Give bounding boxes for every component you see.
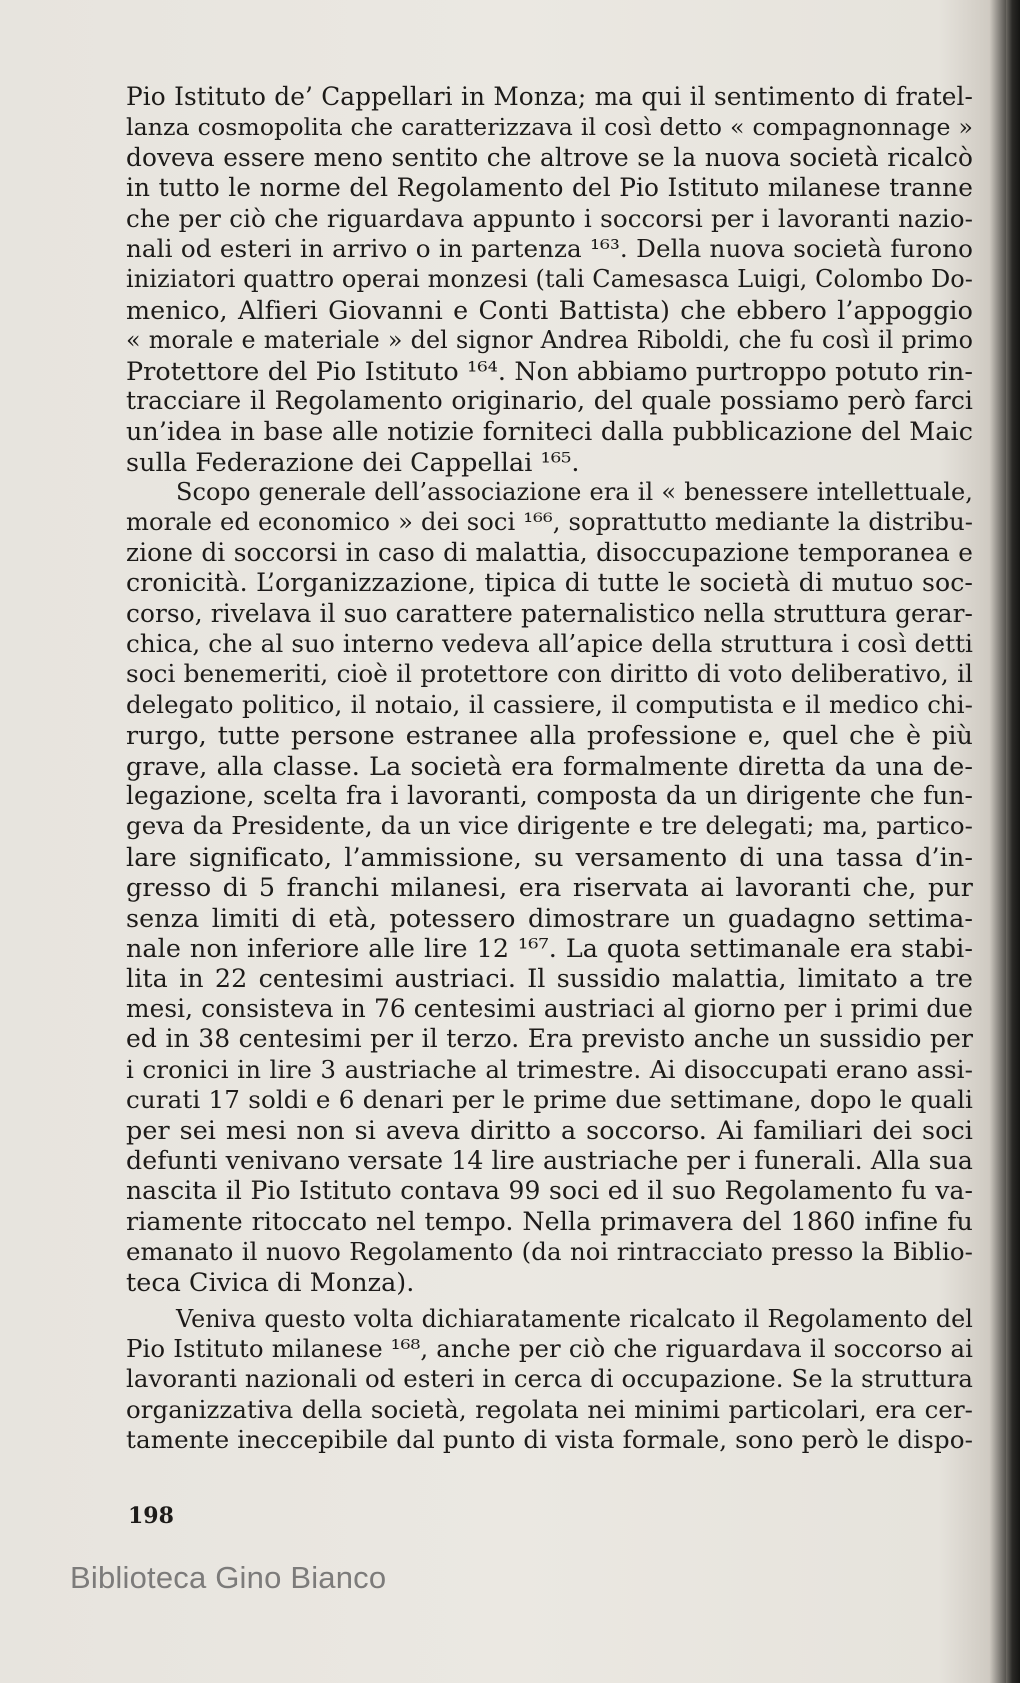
text-line: doveva essere meno sentito che altrove se la nuova società ricalcò (126, 142, 973, 172)
text-line: corso, rivelava il suo carattere paternalistico nella struttura gerar- (126, 598, 973, 628)
text-line: chica, che al suo interno vedeva all’apice della struttura i così detti (126, 629, 973, 659)
text-line: che per ciò che riguardava appunto i soccorsi per i lavoranti nazio- (126, 203, 973, 233)
text-line: per sei mesi non si aveva diritto a soccorso. Ai familiari dei soci (126, 1115, 973, 1146)
text-line: grave, alla classe. La società era formalmente diretta da una de- (126, 750, 973, 781)
text-line: Protettore del Pio Istituto ¹⁶⁴. Non abbiamo purtroppo potuto rin- (126, 355, 973, 386)
text-line: Pio Istituto milanese ¹⁶⁸, anche per ciò che riguardava il soccorso ai (126, 1334, 973, 1364)
text-line: lare significato, l’ammissione, su versamento di una tassa d’in- (126, 841, 973, 872)
text-line: menico, Alfieri Giovanni e Conti Battista) che ebbero l’appoggio (126, 294, 973, 325)
text-line: curati 17 soldi e 6 denari per le prime due settimane, dopo le quali (126, 1084, 973, 1114)
text-line: un’idea in base alle notizie forniteci dalla pubblicazione del Maic (126, 416, 973, 447)
text-line: soci benemeriti, cioè il protettore con diritto di voto deliberativo, il (126, 659, 973, 689)
text-line: nali od esteri in arrivo o in partenza ¹⁶³. Della nuova società furono (126, 233, 973, 263)
text-line: rurgo, tutte persone estranee alla professione e, quel che è più (126, 720, 973, 751)
text-line: iniziatori quattro operai monzesi (tali Camesasca Luigi, Colombo Do- (126, 265, 973, 294)
text-line: tamente ineccepibile dal punto di vista formale, sono però le dispo- (126, 1425, 973, 1455)
page-number: 198 (128, 1503, 174, 1529)
paragraph-2 (126, 477, 973, 1298)
text-line: senza limiti di età, potessero dimostrare un guadagno settima- (126, 902, 973, 933)
text-line: mesi, consisteva in 76 centesimi austriaci al giorno per i primi due (126, 993, 973, 1023)
text-line: lanza cosmopolita che caratterizzava il così detto « compagnonnage » (126, 113, 973, 142)
text-line: tracciare il Regolamento originario, del quale possiamo però farci (126, 385, 973, 415)
text-line: zione di soccorsi in caso di malattia, disoccupazione temporanea e (126, 537, 973, 567)
text-line: teca Civica di Monza). (126, 1267, 415, 1298)
text-line: lita in 22 centesimi austriaci. Il sussidio malattia, limitato a tre (126, 963, 973, 994)
text-line: Pio Istituto de’ Cappellari in Monza; ma qui il sentimento di fratel- (126, 82, 973, 111)
text-line: gresso di 5 franchi milanesi, era riservata ai lavoranti che, pur (126, 872, 973, 903)
text-line: i cronici in lire 3 austriache al trimestre. Ai disoccupati erano assi- (126, 1054, 973, 1084)
text-line: ed in 38 centesimi per il terzo. Era previsto anche un sussidio per (126, 1024, 973, 1054)
text-line: Scopo generale dell’associazione era il « benessere intellettuale, (176, 478, 973, 507)
text-line: nale non inferiore alle lire 12 ¹⁶⁷. La quota settimanale era stabi- (126, 932, 973, 963)
text-line: in tutto le norme del Regolamento del Pio Istituto milanese tranne (126, 173, 973, 203)
text-line: legazione, scelta fra i lavoranti, composta da un dirigente che fun- (126, 780, 973, 810)
text-line: sulla Federazione dei Cappellai ¹⁶⁵. (126, 446, 580, 477)
text-line: defunti venivano versate 14 lire austriache per i funerali. Alla sua (126, 1145, 973, 1175)
text-line: cronicità. L’organizzazione, tipica di tutte le società di mutuo soc- (126, 568, 973, 598)
body-text (126, 82, 973, 1456)
library-watermark: Biblioteca Gino Bianco (70, 1560, 387, 1595)
text-line: nascita il Pio Istituto contava 99 soci ed il suo Regolamento fu va- (126, 1176, 973, 1206)
text-line: delegato politico, il notaio, il cassiere, il computista e il medico chi- (126, 689, 973, 719)
page-binding-edge (1006, 0, 1020, 1683)
text-line: geva da Presidente, da un vice dirigente e tre delegati; ma, partico- (126, 811, 973, 841)
text-line: Veniva questo volta dichiaratamente ricalcato il Regolamento del (176, 1304, 973, 1333)
text-line: morale ed economico » dei soci ¹⁶⁶, soprattutto mediante la distribu- (126, 508, 973, 537)
text-line: emanato il nuovo Regolamento (da noi rintracciato presso la Biblio- (126, 1236, 973, 1266)
text-line: lavoranti nazionali od esteri in cerca di occupazione. Se la struttura (126, 1364, 973, 1394)
paragraph-3 (126, 1304, 973, 1456)
text-line: riamente ritoccato nel tempo. Nella primavera del 1860 infine fu (126, 1206, 973, 1237)
paragraph-1 (126, 82, 973, 477)
text-line: « morale e materiale » del signor Andrea Riboldi, che fu così il primo (126, 326, 973, 355)
text-line: organizzativa della società, regolata nei minimi particolari, era cer- (126, 1394, 973, 1424)
